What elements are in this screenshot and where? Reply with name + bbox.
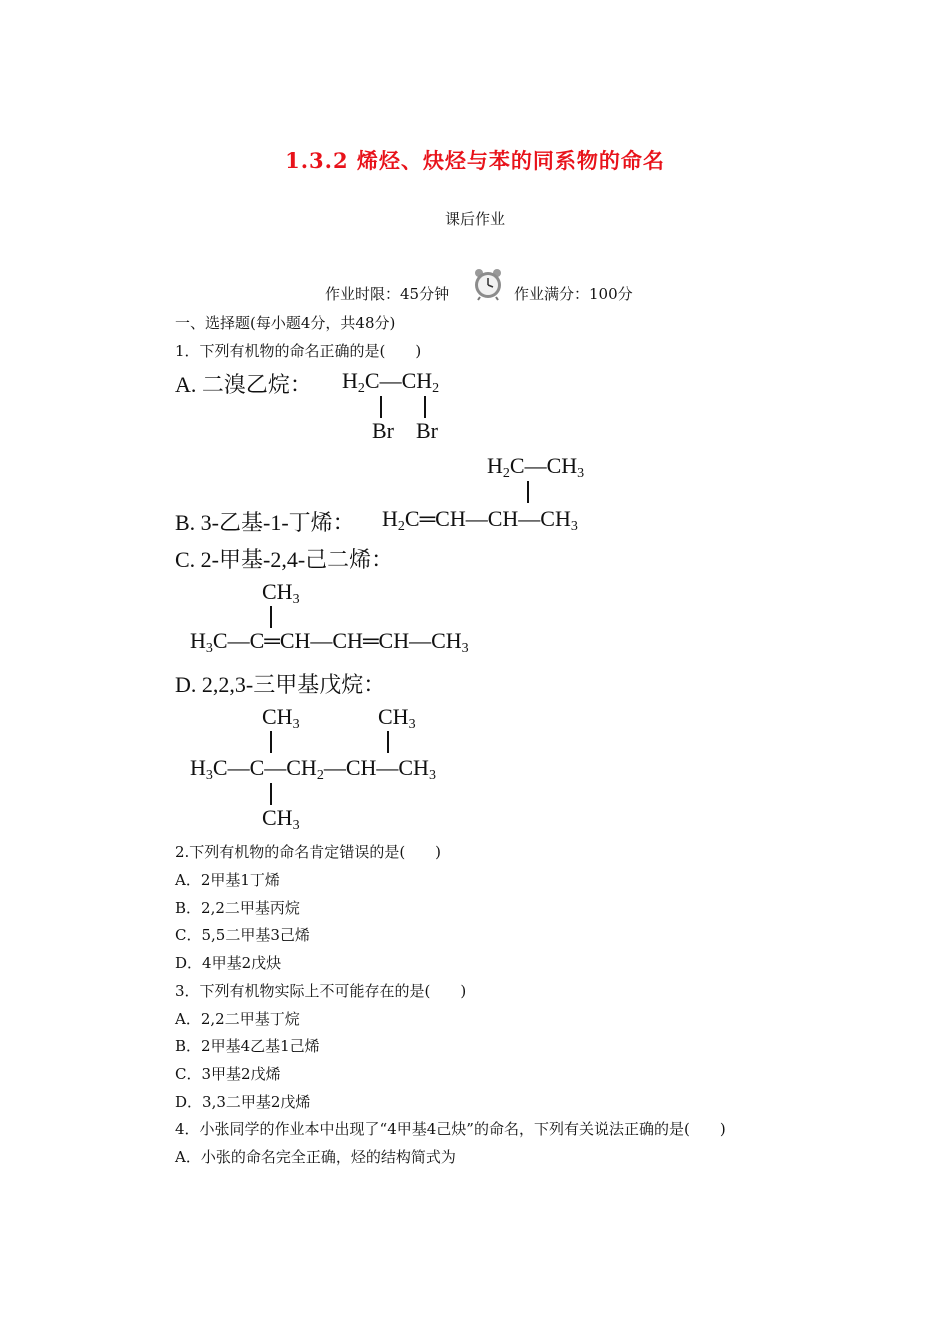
q1-option-b-label: B. 3-乙基-1-丁烯： <box>175 510 355 535</box>
q3-option-a: A．2,2二甲基丁烷 <box>175 1010 300 1028</box>
page-subtitle: 课后作业 <box>444 210 505 228</box>
q4-option-a: A．小张的命名完全正确，烃的结构简式为 <box>175 1148 456 1166</box>
alarm-clock-icon <box>470 266 506 302</box>
q3-option-c: C．3甲基2戊烯 <box>175 1065 281 1083</box>
q1-option-b-branch: $H_2C—CH_3$ <box>487 453 585 481</box>
q1-option-c-branch: $CH_3$ <box>262 579 300 607</box>
q2-option-a: A．2甲基1丁烯 <box>175 871 280 889</box>
q1-option-b-main-chain: $H_2C═CH—CH—CH_3$ <box>382 506 578 534</box>
page-title: 1.3.2 烯烃、炔烃与苯的同系物的命名 <box>285 148 665 173</box>
q1-option-d-branch-1: $CH_3$ <box>262 704 300 732</box>
q2-option-b: B．2,2二甲基丙烷 <box>175 899 300 917</box>
q1-option-a-substituent-2: Br <box>416 418 438 443</box>
question-3-stem: 3．下列有机物实际上不可能存在的是( ) <box>175 982 467 1000</box>
full-score: 作业满分：100分 <box>514 285 633 303</box>
q2-option-c: C．5,5二甲基3己烯 <box>175 926 310 944</box>
question-2-stem: 2.下列有机物的命名肯定错误的是( ) <box>175 843 442 861</box>
bond-line <box>424 396 426 418</box>
bond-line <box>527 481 529 503</box>
q1-option-a-substituent-1: Br <box>372 418 394 443</box>
bond-line <box>380 396 382 418</box>
q3-option-b: B．2甲基4乙基1己烯 <box>175 1037 320 1055</box>
q1-option-d-main-chain: $H_3C—C—CH_2—CH—CH_3$ <box>190 755 436 783</box>
q1-option-c-label: C. 2-甲基-2,4-己二烯： <box>175 547 394 572</box>
q1-option-d-branch-2: $CH_3$ <box>378 704 416 732</box>
time-limit: 作业时限：45分钟 <box>325 285 450 303</box>
question-4-stem: 4．小张同学的作业本中出现了“4甲基4己炔”的命名，下列有关说法正确的是( ) <box>175 1120 726 1138</box>
section-heading: 一、选择题(每小题4分，共48分) <box>175 314 396 332</box>
bond-line <box>270 731 272 753</box>
q1-option-a-label: A. 二溴乙烷： <box>175 372 312 397</box>
question-1-stem: 1．下列有机物的命名正确的是( ) <box>175 342 422 360</box>
q1-option-d-branch-3: $CH_3$ <box>262 805 300 833</box>
bond-line <box>387 731 389 753</box>
bond-line <box>270 783 272 805</box>
q1-option-a-main-chain: $H_2C—CH_2$ <box>342 368 440 396</box>
q1-option-c-main-chain: $H_3C—C═CH—CH═CH—CH_3$ <box>190 628 469 656</box>
bond-line <box>270 606 272 628</box>
q1-option-d-label: D. 2,2,3-三甲基戊烷： <box>175 672 386 697</box>
q2-option-d: D．4甲基2戊炔 <box>175 954 282 972</box>
q3-option-d: D．3,3二甲基2戊烯 <box>175 1093 311 1111</box>
